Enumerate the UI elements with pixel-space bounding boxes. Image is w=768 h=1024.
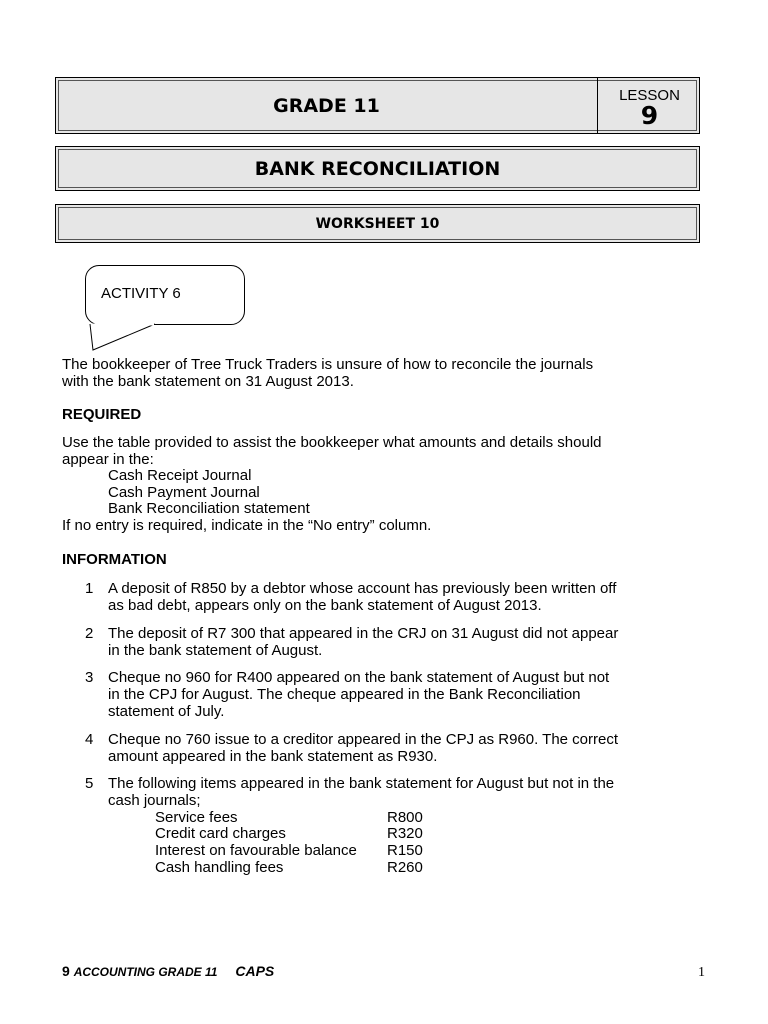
intro-line-2: with the bank statement on 31 August 2013.: [62, 373, 354, 390]
journal-item: Cash Payment Journal: [108, 484, 260, 501]
info-item-number: 1: [85, 580, 94, 597]
page-footer: [62, 963, 274, 979]
grade-title: GRADE 11: [273, 94, 380, 117]
worksheet-title-box: [55, 204, 700, 243]
info-item-1: [108, 580, 668, 614]
worksheet-title: WORKSHEET 10: [315, 215, 440, 232]
activity-speech-bubble: [85, 265, 245, 325]
info-item-line: statement of July.: [108, 703, 225, 720]
footer-page-prefix: 9: [62, 963, 70, 979]
info-item-line: in the bank statement of August.: [108, 642, 323, 659]
lesson-label: LESSON: [619, 87, 680, 104]
charge-label: Credit card charges: [155, 825, 286, 842]
info-item-line: cash journals;: [108, 792, 201, 809]
information-heading: INFORMATION: [62, 551, 167, 568]
info-item-line: The following items appeared in the bank statement for August but not in the: [108, 775, 615, 792]
required-line-2: appear in the:: [62, 451, 154, 468]
charge-amount: R800: [387, 809, 423, 826]
info-item-line: The deposit of R7 300 that appeared in the CRJ on 31 August did not appear: [108, 625, 619, 642]
activity-label: ACTIVITY 6: [101, 285, 181, 302]
info-item-3: [108, 669, 668, 720]
lesson-number: 9: [640, 101, 659, 130]
charge-label: Interest on favourable balance: [155, 842, 357, 859]
info-item-number: 4: [85, 731, 94, 748]
info-item-5: [108, 775, 668, 809]
info-item-4: [108, 731, 668, 765]
charge-amount: R320: [387, 825, 423, 842]
page-number: 1: [698, 965, 705, 980]
info-item-line: Cheque no 760 issue to a creditor appeared in the CPJ as R960. The correct: [108, 731, 619, 748]
topic-title-box: [55, 146, 700, 191]
no-entry-note: If no entry is required, indicate in the “No entry” column.: [62, 517, 432, 534]
info-item-line: as bad debt, appears only on the bank statement of August 2013.: [108, 597, 542, 614]
speech-bubble-tail: [85, 318, 165, 354]
required-heading: REQUIRED: [62, 406, 142, 423]
grade-header-box: [55, 77, 700, 134]
required-line-1: Use the table provided to assist the bookkeeper what amounts and details should: [62, 434, 602, 451]
info-item-line: in the CPJ for August. The cheque appeared in the Bank Reconciliation: [108, 686, 581, 703]
charge-label: Cash handling fees: [155, 859, 284, 876]
intro-line-1: The bookkeeper of Tree Truck Traders is unsure of how to reconcile the journals: [62, 356, 594, 373]
charge-amount: R150: [387, 842, 423, 859]
info-item-line: A deposit of R850 by a debtor whose account has previously been written off: [108, 580, 617, 597]
info-item-number: 3: [85, 669, 94, 686]
info-item-number: 5: [85, 775, 94, 792]
info-item-number: 2: [85, 625, 94, 642]
info-item-line: Cheque no 960 for R400 appeared on the bank statement of August but not: [108, 669, 610, 686]
topic-title: BANK RECONCILIATION: [254, 157, 501, 180]
journal-item: Bank Reconciliation statement: [108, 500, 310, 517]
charge-label: Service fees: [155, 809, 238, 826]
lesson-cell: [597, 78, 701, 133]
journal-item: Cash Receipt Journal: [108, 467, 252, 484]
charge-amount: R260: [387, 859, 423, 876]
info-item-2: [108, 625, 668, 659]
footer-curriculum: CAPS: [235, 963, 275, 979]
info-item-line: amount appeared in the bank statement as R930.: [108, 748, 438, 765]
footer-subject: ACCOUNTING GRADE 11: [73, 965, 218, 979]
